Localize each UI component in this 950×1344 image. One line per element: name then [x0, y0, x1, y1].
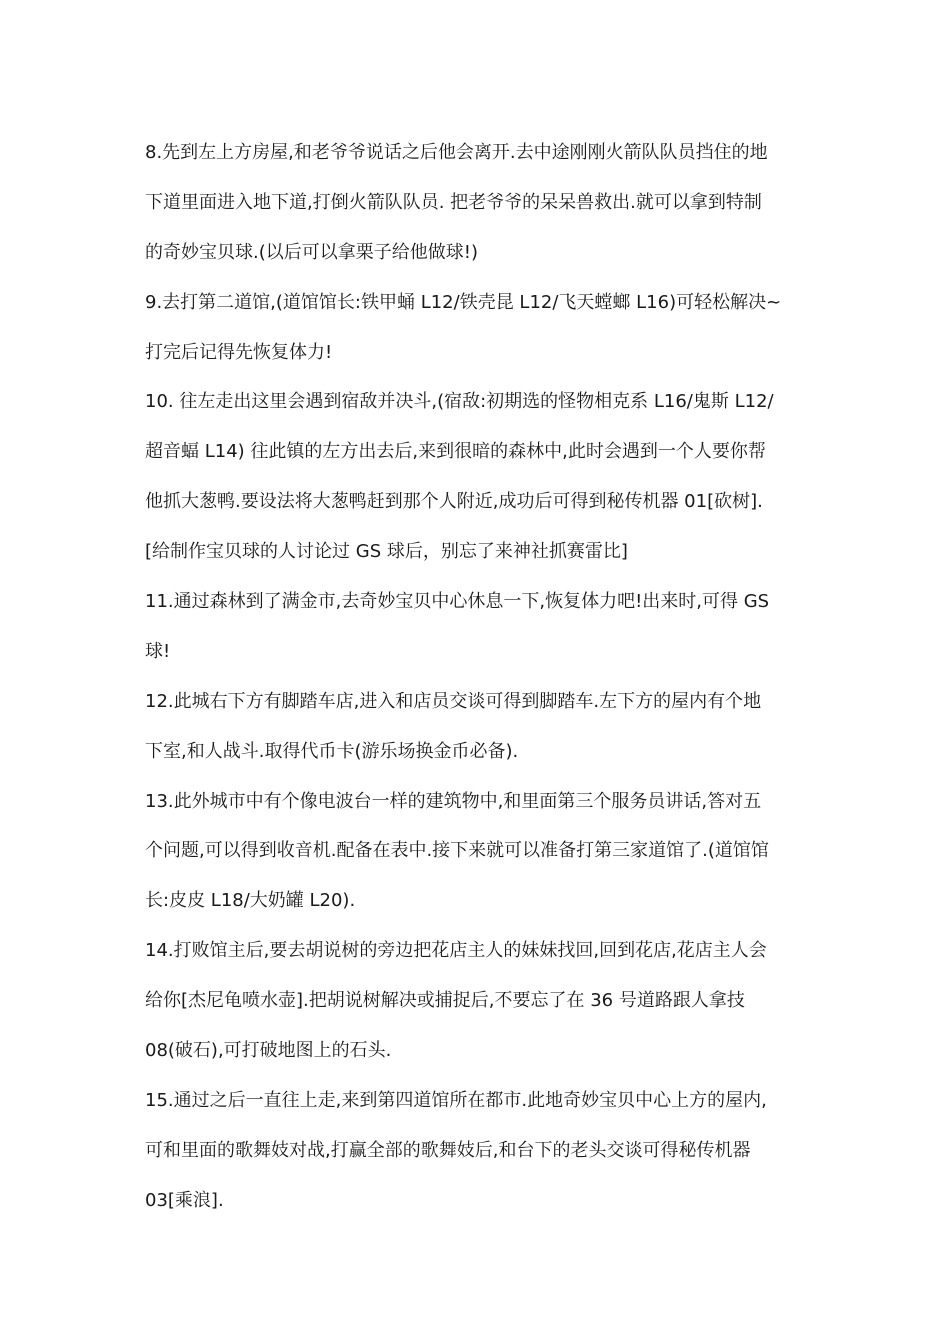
text-line: 9.去打第二道馆,(道馆馆长:铁甲蛹 L12/铁壳昆 L12/飞天螳螂 L16)可轻松解决~: [145, 291, 782, 313]
text-line: 可和里面的歌舞妓对战,打赢全部的歌舞妓后,和台下的老头交谈可得秘传机器: [145, 1139, 751, 1161]
text-line: 13.此外城市中有个像电波台一样的建筑物中,和里面第三个服务员讲话,答对五: [145, 790, 762, 812]
text-line: 长:皮皮 L18/大奶罐 L20).: [145, 890, 356, 912]
text-line: 15.通过之后一直往上走,来到第四道馆所在都市.此地奇妙宝贝中心上方的屋内,: [145, 1089, 767, 1111]
text-line: 8.先到左上方房屋,和老爷爷说话之后他会离开.去中途刚刚火箭队队员挡住的地: [145, 142, 768, 163]
text-line: 个问题,可以得到收音机.配备在表中.接下来就可以准备打第三家道馆了.(道馆馆: [145, 840, 769, 862]
text-line: 10. 往左走出这里会遇到宿敌并决斗,(宿敌:初期选的怪物相克系 L16/鬼斯 L12/: [145, 391, 774, 413]
text-line: 14.打败馆主后,要去胡说树的旁边把花店主人的妹妹找回,回到花店,花店主人会: [145, 940, 767, 962]
text-line: 打完后记得先恢复体力!: [145, 341, 333, 363]
text-line: 给你[杰尼龟喷水壶].把胡说树解决或捕捉后,不要忘了在 36 号道路跟人拿技: [145, 990, 745, 1012]
text-line: 超音蝠 L14) 往此镇的左方出去后,来到很暗的森林中,此时会遇到一个人要你帮: [145, 441, 766, 463]
text-line: 11.通过森林到了满金市,去奇妙宝贝中心休息一下,恢复体力吧!出来时,可得 GS: [145, 591, 770, 613]
text-line: 下道里面进入地下道,打倒火箭队队员. 把老爷爷的呆呆兽救出.就可以拿到特制: [145, 191, 762, 213]
text-line: 08(破石),可打破地图上的石头.: [145, 1040, 392, 1062]
text-line: 03[乘浪].: [145, 1189, 224, 1211]
document-body: [145, 128, 810, 1226]
text-line: 他抓大葱鸭.要设法将大葱鸭赶到那个人附近,成功后可得到秘传机器 01[砍树].: [145, 491, 763, 513]
text-line: 的奇妙宝贝球.(以后可以拿栗子给他做球!): [145, 241, 478, 263]
text-line: 球!: [145, 640, 171, 662]
text-line: [给制作宝贝球的人讨论过 GS 球后，别忘了来神社抓赛雷比]: [145, 541, 628, 563]
text-line: 下室,和人战斗.取得代币卡(游乐场换金币必备).: [145, 740, 519, 762]
text-line: 12.此城右下方有脚踏车店,进入和店员交谈可得到脚踏车.左下方的屋内有个地: [145, 690, 762, 712]
